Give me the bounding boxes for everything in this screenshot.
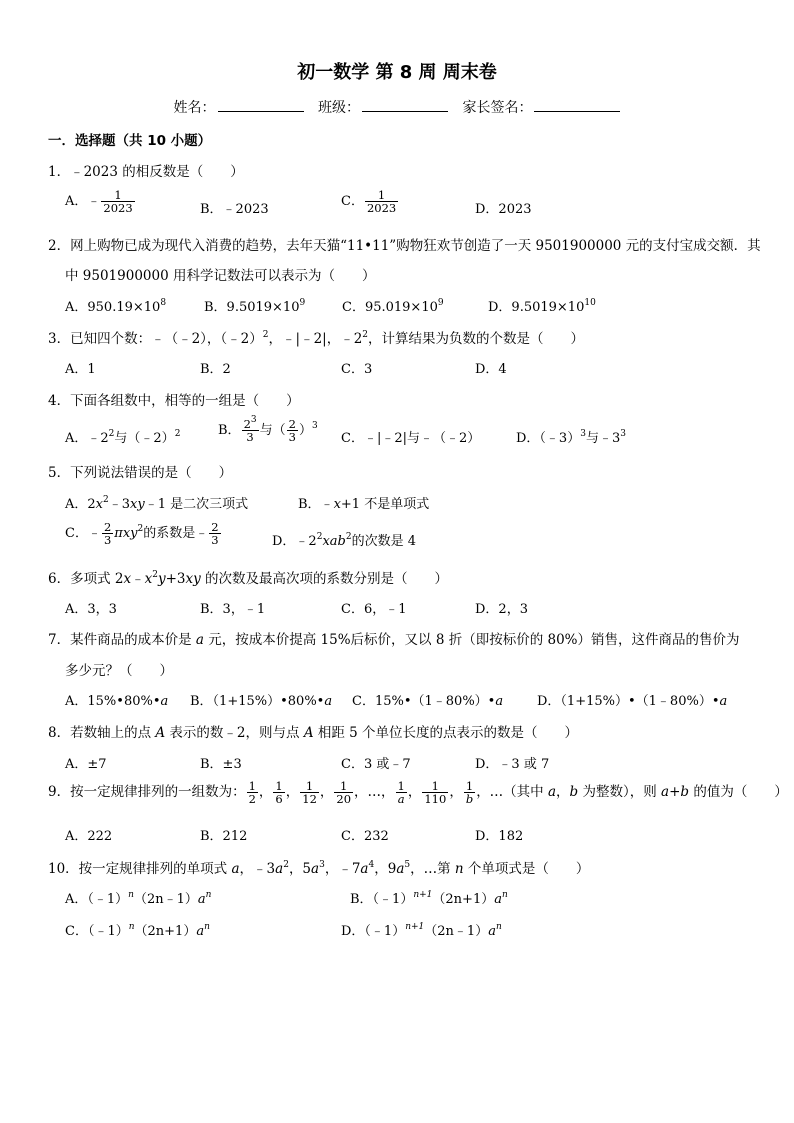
q10-n: n <box>454 861 464 877</box>
q9-f1-n: 1 <box>248 779 256 793</box>
q7-option-d[interactable] <box>537 690 727 709</box>
q1-c-num: 1 <box>377 188 386 202</box>
q5-option-b[interactable] <box>298 493 429 512</box>
q2-option-b[interactable] <box>204 296 305 315</box>
q1-c-den: 2023 <box>366 201 397 216</box>
q10-e4: 4 <box>368 860 375 870</box>
q10-C2: （2n+1） <box>134 924 197 939</box>
q4-b-num1 <box>242 415 259 431</box>
q8-option-c[interactable]: C．3 或﹣7 <box>341 757 411 772</box>
q9-comma: ， <box>556 784 570 801</box>
q9-fb-d-var: b <box>465 792 474 807</box>
q9-f1-d: 2 <box>248 792 256 807</box>
q1-a-num: 1 <box>114 188 122 202</box>
q5-b1: B．﹣ <box>298 497 334 512</box>
q3-p3: ，计算结果为负数的个数是（ ） <box>368 331 585 347</box>
q10-A1: A．（﹣1） <box>65 892 129 907</box>
name-label: 姓名： <box>173 100 216 116</box>
q9-option-d[interactable]: D．182 <box>475 829 524 844</box>
section-title: 一．选择题（共 10 小题） <box>48 133 212 149</box>
q9-f4-d: 20 <box>336 792 352 807</box>
q9-frac-4 <box>334 780 353 805</box>
q5-c-den: 3 <box>103 533 112 548</box>
q10-p7: 个单项式是（ ） <box>463 861 590 877</box>
q10-C-baseexp: n <box>204 922 210 932</box>
q10-p1: 10．按一定规律排列的单项式 <box>48 861 232 877</box>
q5-b-x: x <box>333 497 341 512</box>
q4-b3: ） <box>298 423 312 439</box>
q6-p2: ﹣ <box>131 571 145 587</box>
q5-c-e: 2 <box>137 524 144 535</box>
q8-option-a[interactable]: A．±7 <box>65 757 107 772</box>
q4-option-d[interactable] <box>516 427 626 446</box>
q7-b-var: a <box>324 694 333 709</box>
q9-f3-d: 12 <box>302 792 317 807</box>
q10-e2: 2 <box>283 860 289 870</box>
q10-B-baseexp: n <box>501 890 508 900</box>
q9-f110-n: 1 <box>431 779 439 793</box>
q6-y: y <box>157 571 166 587</box>
q7-l1b: 元，按成本价提高 15%后标价，又以 8 折（即按标价的 80%）销售，这件商品的售价为 <box>203 632 740 648</box>
q8-option-d[interactable]: D．﹣3 或 7 <box>475 757 550 772</box>
q9-p1: 9．按一定规律排列的一组数为： <box>48 784 246 801</box>
q7-a1: A．15%•80%• <box>65 694 161 709</box>
q4-b-pnum: 2 <box>288 417 296 431</box>
q5-option-a[interactable] <box>65 493 248 512</box>
q9-option-c[interactable]: C．232 <box>341 829 389 844</box>
q2-stem-line2: 中 9501900000 用科学记数法可以表示为（ ） <box>65 268 376 284</box>
q2-a-text: A．950.19×10 <box>65 300 161 315</box>
q10-p4: ，﹣7 <box>324 861 361 877</box>
q7-stem-line1 <box>48 628 740 648</box>
q5-d2: 的次数是 4 <box>351 534 416 549</box>
q5-d-e2: 2 <box>345 532 352 542</box>
q10-p6: ，…第 <box>410 861 455 877</box>
q4-a1: A．﹣2 <box>65 431 109 446</box>
q6-e: 2 <box>152 570 158 580</box>
q10-a2: a <box>275 861 284 877</box>
q2-b-exp: 9 <box>299 298 306 308</box>
q1-option-d[interactable]: D．2023 <box>475 202 532 217</box>
q5-b2: +1 不是单项式 <box>340 497 430 512</box>
q10-C1: C．（﹣1） <box>65 924 129 939</box>
q6-option-c[interactable]: C．6，﹣1 <box>341 602 407 617</box>
q9-frac-110 <box>422 780 448 805</box>
q9-f2-n: 1 <box>275 779 283 793</box>
q2-b-text: B．9.5019×10 <box>204 300 300 315</box>
q9-frac-3 <box>300 780 319 805</box>
q10-a3: a <box>311 861 320 877</box>
q5-d-e1: 2 <box>316 532 323 542</box>
q4-d1: D．（﹣3） <box>516 431 581 446</box>
q1-c-fraction <box>365 189 398 214</box>
q9-option-b[interactable]: B．212 <box>200 829 248 844</box>
q7-c1: C．15%•（1﹣80%）• <box>352 694 496 709</box>
q5-c-frac1 <box>102 521 113 546</box>
q10-B2: （2n+1） <box>432 892 495 907</box>
q5-c2: 的系数是﹣ <box>143 526 209 542</box>
q10-option-a[interactable] <box>65 888 211 907</box>
q10-a5: a <box>396 861 405 877</box>
q10-a4: a <box>360 861 369 877</box>
q8-option-b[interactable]: B．±3 <box>200 757 242 772</box>
q1-a-label: A．﹣ <box>65 194 101 210</box>
q10-D1: D．（﹣1） <box>341 924 406 939</box>
q3-p2: ，﹣|﹣2|，﹣2 <box>268 331 363 347</box>
q7-stem-line2: 多少元？（ ） <box>65 663 173 679</box>
q1-c-label: C． <box>341 194 364 210</box>
q10-a0: a <box>231 861 240 877</box>
q4-b-num-exp: 3 <box>250 415 257 425</box>
q10-p3: ，5 <box>288 861 312 877</box>
q5-d1: D．﹣2 <box>272 534 317 549</box>
q9-va: a <box>547 784 557 801</box>
q10-D2: （2n﹣1） <box>424 924 489 939</box>
q10-stem <box>48 857 589 877</box>
q10-B1: B．（﹣1） <box>350 892 414 907</box>
q9-frac-a <box>396 780 407 805</box>
q3-p1: 3．已知四个数：﹣（﹣2），（﹣2） <box>48 331 263 347</box>
q1-stem: 1．﹣2023 的相反数是（ ） <box>48 164 244 180</box>
q5-a-e: 2 <box>103 495 109 505</box>
q5-a2: ﹣3 <box>108 497 131 512</box>
q3-option-a[interactable]: A．1 <box>65 362 96 377</box>
q5-d-xab: xab <box>322 534 346 549</box>
q2-c-text: C．95.019×10 <box>342 300 438 315</box>
q2-d-exp: 10 <box>584 298 596 308</box>
q5-a-x: x <box>95 497 104 512</box>
q4-option-a[interactable] <box>65 427 180 446</box>
q5-a-xy: xy <box>130 497 145 512</box>
q10-e5: 5 <box>404 860 411 870</box>
q5-c-frac2 <box>209 521 220 546</box>
q10-A2: （2n﹣1） <box>133 892 198 907</box>
q9-fa-d <box>396 792 407 805</box>
q6-stem <box>48 567 448 587</box>
q7-c-var: a <box>495 694 504 709</box>
q4-b1: B． <box>218 423 241 439</box>
q5-c-num2: 2 <box>211 520 219 534</box>
q2-option-a[interactable] <box>65 296 166 315</box>
q2-c-exp: 9 <box>437 298 444 308</box>
q9-sum: a+b <box>661 784 690 801</box>
q10-B-exp: n+1 <box>413 890 433 900</box>
q1-a-den: 2023 <box>103 201 133 216</box>
q10-C-exp: n <box>128 922 135 932</box>
q4-d2: 与﹣3 <box>585 431 621 446</box>
q4-d-e1: 3 <box>580 429 586 439</box>
q9-fa-n: 1 <box>397 779 405 793</box>
q8-A2: A <box>303 725 314 741</box>
q2-d-text: D．9.5019×10 <box>488 300 585 315</box>
q10-A-baseexp: n <box>205 890 212 900</box>
q9-f4-n: 1 <box>340 779 348 793</box>
q4-b-num: 2 <box>243 417 251 431</box>
q5-c1: C．﹣ <box>65 526 101 542</box>
q8-p1: 8．若数轴上的点 <box>48 725 156 741</box>
q4-b2: 与（ <box>259 423 286 439</box>
q4-b-den: 3 <box>242 430 259 443</box>
q9-ellipsis: ，…， <box>354 784 395 801</box>
q4-option-b[interactable] <box>218 415 318 445</box>
q7-var: a <box>195 632 204 648</box>
q5-a1: A．2 <box>65 497 96 512</box>
q10-p2: ，﹣3 <box>239 861 276 877</box>
q7-b1: B．（1+15%）•80%• <box>190 694 325 709</box>
q10-e3: 3 <box>319 860 325 870</box>
q7-a-var: a <box>160 694 169 709</box>
q6-option-a[interactable]: A．3，3 <box>65 602 117 617</box>
q9-f2-d: 6 <box>275 792 283 807</box>
q3-option-c[interactable]: C．3 <box>341 362 373 377</box>
q10-p5: ，9 <box>374 861 397 877</box>
q5-c-den2: 3 <box>211 533 219 548</box>
q2-a-exp: 8 <box>160 298 167 308</box>
q9-fb-d <box>464 792 475 805</box>
q2-option-c[interactable] <box>342 296 444 315</box>
parent-signature-label: 家长签名： <box>462 100 533 116</box>
q9-fa-d-var: a <box>397 792 405 807</box>
q4-d-e2: 3 <box>620 429 626 439</box>
q5-c-num: 2 <box>103 520 112 534</box>
q10-C-base: a <box>196 924 205 939</box>
q10-option-d[interactable] <box>341 920 502 939</box>
q5-a3: ﹣1 是二次三项式 <box>144 497 249 512</box>
q6-x1: x <box>123 571 132 587</box>
q6-option-b[interactable]: B．3，﹣1 <box>200 602 266 617</box>
q1-option-b[interactable]: B．﹣2023 <box>200 202 269 217</box>
q6-x2: x <box>144 571 153 587</box>
q8-p3: 相距 5 个单位长度的点表示的数是（ ） <box>313 725 579 741</box>
q6-p1: 6．多项式 2 <box>48 571 124 587</box>
name-field[interactable] <box>218 97 304 112</box>
class-field[interactable] <box>362 97 448 112</box>
q1-a-fraction <box>101 189 134 214</box>
q3-e2: 2 <box>362 330 369 340</box>
q3-stem <box>48 327 584 347</box>
q9-frac-2 <box>273 780 284 805</box>
q2-option-d[interactable] <box>488 296 596 315</box>
q8-stem <box>48 721 578 741</box>
q7-d1: D．（1+15%）•（1﹣80%）• <box>537 694 720 709</box>
q6-option-d[interactable]: D．2，3 <box>475 602 528 617</box>
q9-frac-b <box>464 780 475 805</box>
q9-p3: 为整数），则 <box>578 784 662 801</box>
q4-b-frac1 <box>242 415 259 445</box>
q4-a2: 与（﹣2） <box>114 431 175 446</box>
q7-l1a: 7．某件商品的成本价是 <box>48 632 196 648</box>
q3-option-b[interactable]: B．2 <box>200 362 231 377</box>
q9-f3-n: 1 <box>305 779 314 793</box>
page-title: 初一数学 第 8 周 周末卷 <box>297 62 497 83</box>
q4-b-frac2 <box>287 418 298 443</box>
q9-fb-n: 1 <box>465 779 474 793</box>
q9-stem: 9．按一定规律排列的一组数为： $\frac{1}{2}$ ， $\frac{1}{6}$ ， $\frac{1}{12}$ ， $\frac{1}{20}$ ，…， $\frac{1}{a}$ ， $\frac{1}{110}$ ， $\frac{1}{b}$ ，…（其中 a，b 为整数），则 a+b 的值为（ ） <box>48 779 788 807</box>
q5-stem: 5．下列说法错误的是（ ） <box>48 465 233 481</box>
q10-option-c[interactable] <box>65 920 210 939</box>
q6-p3: +3 <box>165 571 186 587</box>
q3-e1: 2 <box>262 330 269 340</box>
q1-option-a[interactable] <box>65 189 136 214</box>
q10-B-base: a <box>494 892 502 907</box>
q7-d-var: a <box>719 694 728 709</box>
class-label: 班级： <box>318 100 360 116</box>
q2-stem-line1: 2．网上购物已成为现代入消费的趋势，去年天猫“11•11”购物狂欢节创造了一天 9501900000 元的支付宝成交额．其 <box>48 238 761 254</box>
q7-option-a[interactable] <box>65 690 168 709</box>
q9-p4: 的值为（ ） <box>689 784 788 801</box>
q4-b-e: 3 <box>311 421 318 432</box>
q8-p2: 表示的数﹣2，则与点 <box>165 725 304 741</box>
q5-option-c[interactable] <box>65 521 222 546</box>
q7-option-c[interactable] <box>352 690 503 709</box>
q4-stem: 4．下面各组数中，相等的一组是（ ） <box>48 393 300 409</box>
q1-option-c[interactable] <box>341 189 399 214</box>
q10-D-baseexp: n <box>495 922 502 932</box>
q9-vb: b <box>569 784 579 801</box>
q3-option-d[interactable]: D．4 <box>475 362 507 377</box>
q5-option-d[interactable] <box>272 530 416 549</box>
q9-p2: ，…（其中 <box>476 784 548 801</box>
q9-f110-d: 110 <box>424 792 447 807</box>
q8-A1: A <box>155 725 166 741</box>
q10-option-b[interactable] <box>350 888 508 907</box>
q9-frac-1 <box>247 780 258 805</box>
q10-A-base: a <box>197 892 206 907</box>
q6-p4: 的次数及最高次项的系数分别是（ ） <box>200 571 449 587</box>
q10-A-exp: n <box>128 890 134 900</box>
q6-xy: xy <box>185 571 201 587</box>
q4-b-pden: 3 <box>288 430 296 445</box>
q7-option-b[interactable] <box>190 690 332 709</box>
q10-D-base: a <box>488 924 496 939</box>
q4-a-e1: 2 <box>108 429 115 439</box>
parent-signature-field[interactable] <box>534 97 620 112</box>
q10-D-exp: n+1 <box>405 922 425 932</box>
q5-c-pi: πxy <box>114 526 138 542</box>
q4-option-c[interactable]: C．﹣|﹣2|与﹣（﹣2） <box>341 431 481 446</box>
q4-a-e2: 2 <box>174 429 181 439</box>
student-info-row <box>0 97 794 117</box>
q9-option-a[interactable]: A．222 <box>65 829 113 844</box>
